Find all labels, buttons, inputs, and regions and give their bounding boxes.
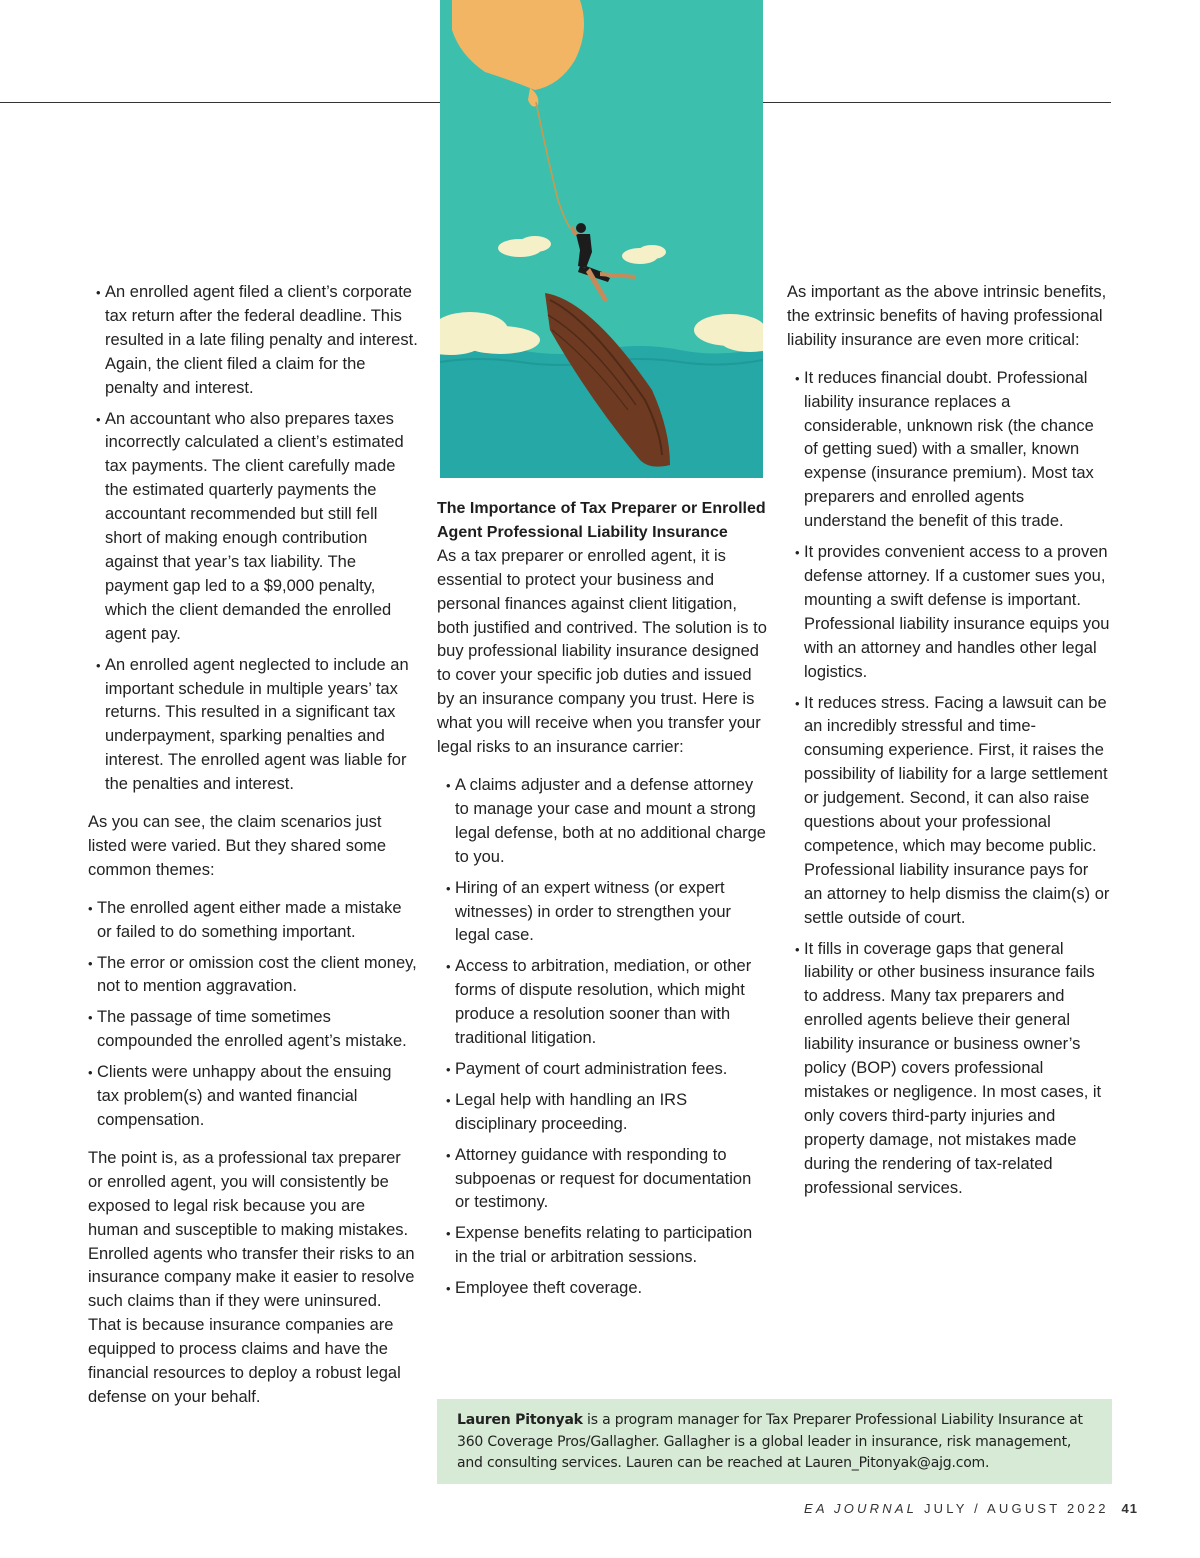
body-paragraph: As you can see, the claim scenarios just listed were varied. But they shared some common themes: [88, 813, 387, 879]
claim-examples-list [96, 281, 418, 797]
list-item: • Payment of court administration fees. [446, 1058, 767, 1082]
list-item: • It reduces financial doubt. Professional liability insurance replaces a considerable, unknown risk (the chance of getting sued) with a smaller, known expense (insurance premium). Most tax preparers and enrolled agents understand the benefit of this trade. [795, 367, 1111, 534]
header-rule-left [0, 102, 440, 103]
issue-date: JULY / AUGUST 2022 [923, 1501, 1109, 1516]
list-item: • Hiring of an expert witness (or expert witnesses) in order to strengthen your legal case. [446, 877, 767, 949]
list-item: • A claims adjuster and a defense attorney to manage your case and mount a strong legal defense, both at no additional charge to you. [446, 774, 767, 870]
column-left [88, 281, 418, 1424]
column-right [787, 281, 1111, 1215]
body-paragraph: As a tax preparer or enrolled agent, it is essential to protect your business and personal finances against client litigation, both justified and contrived. The solution is to buy professional liability insurance designed to cover your specific job duties and issued by an insurance company you trust. Here is what you will receive when you transfer your legal risks to an insurance carrier: [437, 546, 767, 757]
list-item: • The error or omission cost the client money, not to mention aggravation. [88, 952, 418, 1000]
author-name: Lauren Pitonyak [457, 1412, 583, 1428]
list-item: • Expense benefits relating to participation in the trial or arbitration sessions. [446, 1222, 767, 1270]
list-item: • An enrolled agent neglected to include an important schedule in multiple years’ tax returns. This resulted in a significant tax underpayment, sparking penalties and interest. The enrolled agent was liable for the penalties and interest. [96, 654, 418, 797]
list-item: • It reduces stress. Facing a lawsuit can be an incredibly stressful and time-consuming experience. First, it raises the possibility of liability for a large settlement or judgement. Second, it can also raise questions about your professional competence, which may become public. Professional liability insurance pays for an attorney to help dismiss the claim(s) or settle outside of court. [795, 692, 1111, 931]
page-number: 41 [1121, 1501, 1138, 1516]
list-item: • Attorney guidance with responding to subpoenas or request for documentation or testimony. [446, 1144, 767, 1216]
list-item: • Employee theft coverage. [446, 1277, 767, 1301]
list-item: • Access to arbitration, mediation, or other forms of dispute resolution, which might produce a resolution sooner than with traditional litigation. [446, 955, 767, 1051]
list-item: • It provides convenient access to a proven defense attorney. If a customer sues you, mounting a swift defense is important. Professional liability insurance equips you with an attorney and handles other legal logistics. [795, 541, 1111, 684]
list-item: • Clients were unhappy about the ensuing tax problem(s) and wanted financial compensation. [88, 1061, 418, 1133]
page-footer [804, 1501, 1138, 1516]
section-heading: The Importance of Tax Preparer or Enrolled Agent Professional Liability Insurance [437, 500, 766, 541]
header-rule-right [763, 102, 1111, 103]
author-bio-text: is a program manager for Tax Preparer Professional Liability Insurance at 360 Coverage Pros/Gallagher. Gallagher is a global leader in insurance, risk management, and consulting services. Lauren can be reached at Lauren_Pitonyak@ajg.com. [457, 1412, 1083, 1471]
common-themes-list [88, 897, 418, 1133]
benefits-list [446, 774, 767, 1301]
extrinsic-benefits-list [795, 367, 1111, 1201]
list-item: • The enrolled agent either made a mistake or failed to do something important. [88, 897, 418, 945]
author-bio-box [437, 1399, 1112, 1484]
list-item: • An enrolled agent filed a client’s corporate tax return after the federal deadline. This resulted in a late filing penalty and interest. Again, the client filed a claim for the penalty and interest. [96, 281, 418, 401]
column-middle [437, 497, 767, 1315]
body-paragraph: The point is, as a professional tax preparer or enrolled agent, you will consistently be exposed to legal risk because you are human and susceptible to making mistakes. Enrolled agents who transfer their risks to an insurance company make it easier to resolve such claims than if they were uninsured. That is because insurance companies are equipped to process claims and have the financial resources to deploy a robust legal defense on your behalf. [88, 1148, 415, 1406]
list-item: • An accountant who also prepares taxes incorrectly calculated a client’s estimated tax payments. The client carefully made the estimated quarterly payments the accountant recommended but still fell short of making enough contribution against that year’s tax liability. The payment gap led to a $9,000 penalty, which the client demanded the enrolled agent pay. [96, 408, 418, 647]
list-item: • Legal help with handling an IRS disciplinary proceeding. [446, 1089, 767, 1137]
magazine-name: EA JOURNAL [803, 1501, 918, 1516]
body-paragraph: As important as the above intrinsic benefits, the extrinsic benefits of having professional liability insurance are even more critical: [787, 283, 1107, 349]
list-item: • The passage of time sometimes compounded the enrolled agent’s mistake. [88, 1006, 418, 1054]
article-illustration [440, 0, 763, 478]
list-item: • It fills in coverage gaps that general liability or other business insurance fails to address. Many tax preparers and enrolled agents believe their general liability insurance or business owner’s policy (BOP) covers professional mistakes or negligence. In most cases, it only covers third-party injuries and property damage, not mistakes made during the rendering of tax-related professional services. [795, 938, 1111, 1201]
